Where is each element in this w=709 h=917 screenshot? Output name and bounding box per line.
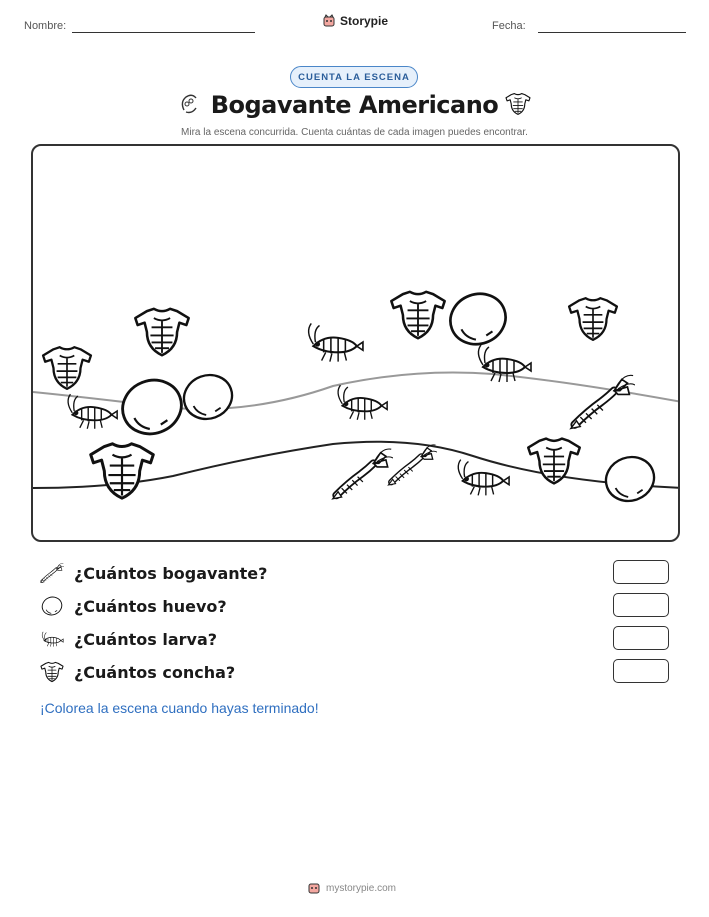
egg-icon — [115, 372, 189, 442]
shell-title-icon — [505, 92, 531, 116]
shell-icon — [391, 292, 444, 338]
question-shell — [40, 661, 235, 683]
date-field[interactable] — [538, 32, 686, 33]
footer-url[interactable]: mystorypie.com — [326, 882, 397, 894]
instructions: Mira la escena concurrida. Cuenta cuántas de cada imagen puedes encontrar. — [181, 127, 528, 138]
brand-logo — [322, 14, 388, 28]
name-field[interactable] — [72, 32, 255, 33]
lobster-icon — [40, 562, 64, 584]
egg-icon — [178, 368, 238, 425]
question-text: ¿Cuántos huevo? — [74, 596, 227, 616]
answer-box-egg[interactable] — [613, 593, 669, 617]
coloring-note: ¡Colorea la escena cuando hayas terminado! — [40, 700, 319, 716]
counting-scene — [31, 144, 680, 542]
shell-icon — [40, 661, 64, 683]
question-larva — [40, 628, 217, 650]
lobster-icon — [333, 449, 393, 499]
activity-badge: CUENTA LA ESCENA — [290, 66, 418, 88]
shell-icon — [528, 439, 580, 484]
answer-box-shell[interactable] — [613, 659, 669, 683]
egg-icon — [600, 450, 660, 507]
date-label: Fecha: — [492, 20, 526, 32]
brand-name: Storypie — [340, 14, 389, 28]
shell-icon — [569, 298, 617, 340]
egg-icon — [443, 286, 512, 352]
egg-icon — [40, 595, 64, 617]
answer-box-larva[interactable] — [613, 626, 669, 650]
lobster-icon — [571, 375, 635, 428]
shell-icon — [91, 444, 154, 498]
page-title: Bogavante Americano — [210, 91, 499, 119]
question-text: ¿Cuántos larva? — [74, 629, 218, 649]
question-lobster — [40, 562, 267, 584]
question-text: ¿Cuántos bogavante? — [74, 563, 268, 583]
footer — [307, 881, 396, 895]
larva-icon — [309, 323, 363, 361]
larva-icon — [338, 385, 387, 420]
lobster-icon — [388, 445, 437, 485]
answer-box-lobster[interactable] — [613, 560, 669, 584]
storypie-icon — [322, 14, 336, 28]
shell-icon — [135, 309, 188, 355]
storypie-icon — [307, 881, 321, 895]
scene-illustration — [33, 146, 680, 542]
shell-icon — [43, 347, 91, 389]
question-egg — [40, 595, 227, 617]
name-label: Nombre: — [24, 20, 67, 32]
larva-icon — [40, 628, 64, 650]
question-text: ¿Cuántos concha? — [74, 662, 236, 682]
